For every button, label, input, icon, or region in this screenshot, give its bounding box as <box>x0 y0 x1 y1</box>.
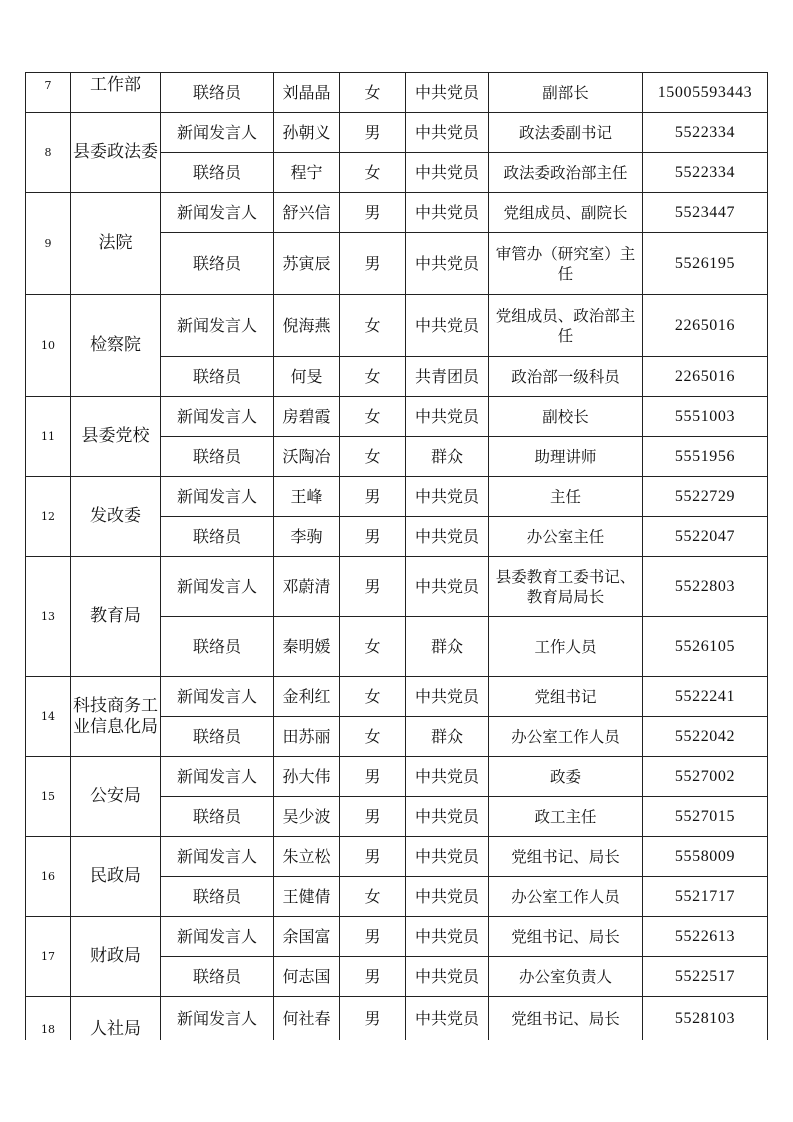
name-cell: 沃陶冶 <box>274 437 340 477</box>
name-cell: 金利红 <box>274 677 340 717</box>
organization-text: 法院 <box>98 233 133 253</box>
gender-cell: 女 <box>340 397 406 437</box>
phone-cell: 5522613 <box>643 917 768 957</box>
politics-cell: 中共党员 <box>406 877 489 917</box>
table-row <box>26 837 768 877</box>
gender-cell: 女 <box>340 295 406 357</box>
organization-name <box>71 113 161 193</box>
organization-name <box>71 397 161 477</box>
row-number-text: 11 <box>41 429 55 443</box>
role-cell: 新闻发言人 <box>161 193 274 233</box>
role-cell: 联络员 <box>161 517 274 557</box>
name-cell: 苏寅辰 <box>274 233 340 295</box>
organization-text: 县委党校 <box>81 426 150 446</box>
table-row <box>26 997 768 1041</box>
politics-cell: 中共党员 <box>406 797 489 837</box>
position-cell: 党组书记、局长 <box>489 917 643 957</box>
role-cell: 联络员 <box>161 717 274 757</box>
row-number-text: 13 <box>41 609 55 623</box>
role-cell: 联络员 <box>161 797 274 837</box>
gender-cell: 女 <box>340 717 406 757</box>
row-number <box>26 677 71 757</box>
role-cell: 新闻发言人 <box>161 677 274 717</box>
position-cell: 政法委政治部主任 <box>489 153 643 193</box>
gender-cell: 女 <box>340 437 406 477</box>
politics-cell: 共青团员 <box>406 357 489 397</box>
position-cell: 主任 <box>489 477 643 517</box>
table-row <box>26 73 768 113</box>
organization-name <box>71 477 161 557</box>
name-cell: 刘晶晶 <box>274 73 340 113</box>
name-cell: 孙大伟 <box>274 757 340 797</box>
politics-cell: 中共党员 <box>406 997 489 1041</box>
organization-text: 检察院 <box>90 335 141 355</box>
spokesperson-table <box>25 72 768 1040</box>
phone-cell: 5522729 <box>643 477 768 517</box>
position-cell: 办公室工作人员 <box>489 717 643 757</box>
role-cell: 新闻发言人 <box>161 477 274 517</box>
organization-name <box>71 997 161 1041</box>
organization-text: 发改委 <box>90 506 141 526</box>
organization-name <box>71 837 161 917</box>
organization-name <box>71 757 161 837</box>
politics-cell: 中共党员 <box>406 295 489 357</box>
gender-cell: 女 <box>340 877 406 917</box>
phone-cell: 5522517 <box>643 957 768 997</box>
name-cell: 何旻 <box>274 357 340 397</box>
phone-cell: 5527002 <box>643 757 768 797</box>
position-cell: 党组成员、副院长 <box>489 193 643 233</box>
position-cell: 办公室主任 <box>489 517 643 557</box>
table-row <box>26 193 768 233</box>
row-number-text: 16 <box>41 869 55 883</box>
position-cell: 工作人员 <box>489 617 643 677</box>
role-cell: 新闻发言人 <box>161 113 274 153</box>
politics-cell: 群众 <box>406 717 489 757</box>
organization-name <box>71 73 161 113</box>
role-cell: 新闻发言人 <box>161 295 274 357</box>
row-number <box>26 477 71 557</box>
role-cell: 新闻发言人 <box>161 757 274 797</box>
phone-cell: 5526105 <box>643 617 768 677</box>
phone-cell: 2265016 <box>643 357 768 397</box>
politics-cell: 中共党员 <box>406 477 489 517</box>
phone-cell: 5522334 <box>643 153 768 193</box>
organization-text: 县委政法委 <box>73 142 158 162</box>
row-number <box>26 295 71 397</box>
name-cell: 田苏丽 <box>274 717 340 757</box>
politics-cell: 中共党员 <box>406 397 489 437</box>
politics-cell: 中共党员 <box>406 677 489 717</box>
phone-cell: 5522047 <box>643 517 768 557</box>
phone-cell: 5523447 <box>643 193 768 233</box>
politics-cell: 中共党员 <box>406 153 489 193</box>
table-row <box>26 557 768 617</box>
name-cell: 李驹 <box>274 517 340 557</box>
name-cell: 王健倩 <box>274 877 340 917</box>
row-number <box>26 73 71 113</box>
position-cell: 政委 <box>489 757 643 797</box>
position-cell: 党组书记、局长 <box>489 837 643 877</box>
phone-cell: 5522241 <box>643 677 768 717</box>
position-cell: 政工主任 <box>489 797 643 837</box>
position-cell: 党组成员、政治部主任 <box>489 295 643 357</box>
row-number-text: 9 <box>44 236 52 250</box>
politics-cell: 群众 <box>406 437 489 477</box>
role-cell: 联络员 <box>161 437 274 477</box>
role-cell: 联络员 <box>161 153 274 193</box>
name-cell: 孙朝义 <box>274 113 340 153</box>
politics-cell: 中共党员 <box>406 917 489 957</box>
position-cell: 副校长 <box>489 397 643 437</box>
role-cell: 联络员 <box>161 233 274 295</box>
phone-cell: 5526195 <box>643 233 768 295</box>
gender-cell: 男 <box>340 233 406 295</box>
organization-text: 民政局 <box>90 866 141 886</box>
gender-cell: 女 <box>340 357 406 397</box>
gender-cell: 男 <box>340 997 406 1041</box>
politics-cell: 中共党员 <box>406 113 489 153</box>
name-cell: 邓蔚清 <box>274 557 340 617</box>
politics-cell: 中共党员 <box>406 557 489 617</box>
phone-cell: 5527015 <box>643 797 768 837</box>
table-row <box>26 757 768 797</box>
organization-text: 财政局 <box>90 946 141 966</box>
politics-cell: 中共党员 <box>406 757 489 797</box>
gender-cell: 男 <box>340 193 406 233</box>
politics-cell: 中共党员 <box>406 233 489 295</box>
row-number-text: 10 <box>41 338 55 352</box>
gender-cell: 女 <box>340 73 406 113</box>
row-number-text: 15 <box>41 789 55 803</box>
table-body <box>26 73 768 1041</box>
organization-name <box>71 193 161 295</box>
gender-cell: 男 <box>340 517 406 557</box>
organization-text: 科技商务工业信息化局 <box>73 695 158 737</box>
table-row <box>26 477 768 517</box>
position-cell: 政法委副书记 <box>489 113 643 153</box>
row-number <box>26 997 71 1041</box>
gender-cell: 男 <box>340 757 406 797</box>
role-cell: 联络员 <box>161 73 274 113</box>
gender-cell: 女 <box>340 677 406 717</box>
name-cell: 倪海燕 <box>274 295 340 357</box>
role-cell: 新闻发言人 <box>161 397 274 437</box>
role-cell: 新闻发言人 <box>161 917 274 957</box>
organization-text: 公安局 <box>90 786 141 806</box>
table-row <box>26 917 768 957</box>
role-cell: 新闻发言人 <box>161 837 274 877</box>
position-cell: 县委教育工委书记、教育局局长 <box>489 557 643 617</box>
table-row <box>26 397 768 437</box>
organization-text: 教育局 <box>90 606 141 626</box>
phone-cell: 5551956 <box>643 437 768 477</box>
row-number <box>26 557 71 677</box>
politics-cell: 中共党员 <box>406 957 489 997</box>
role-cell: 新闻发言人 <box>161 557 274 617</box>
position-cell: 党组书记 <box>489 677 643 717</box>
role-cell: 联络员 <box>161 617 274 677</box>
row-number-text: 17 <box>41 949 55 963</box>
phone-cell: 5558009 <box>643 837 768 877</box>
organization-text: 人社局 <box>90 1019 141 1039</box>
row-number <box>26 757 71 837</box>
phone-cell: 15005593443 <box>643 73 768 113</box>
phone-cell: 5522803 <box>643 557 768 617</box>
row-number <box>26 113 71 193</box>
position-cell: 政治部一级科员 <box>489 357 643 397</box>
phone-cell: 5521717 <box>643 877 768 917</box>
politics-cell: 中共党员 <box>406 193 489 233</box>
row-number <box>26 917 71 997</box>
row-number-text: 18 <box>41 1022 55 1036</box>
row-number-text: 12 <box>41 509 55 523</box>
name-cell: 何社春 <box>274 997 340 1041</box>
phone-cell: 5522334 <box>643 113 768 153</box>
gender-cell: 男 <box>340 797 406 837</box>
phone-cell: 5551003 <box>643 397 768 437</box>
name-cell: 何志国 <box>274 957 340 997</box>
row-number <box>26 837 71 917</box>
position-cell: 副部长 <box>489 73 643 113</box>
phone-cell: 2265016 <box>643 295 768 357</box>
politics-cell: 中共党员 <box>406 517 489 557</box>
role-cell: 联络员 <box>161 957 274 997</box>
gender-cell: 男 <box>340 477 406 517</box>
organization-name <box>71 917 161 997</box>
organization-name <box>71 295 161 397</box>
gender-cell: 男 <box>340 837 406 877</box>
table-row <box>26 677 768 717</box>
position-cell: 办公室工作人员 <box>489 877 643 917</box>
gender-cell: 男 <box>340 113 406 153</box>
name-cell: 朱立松 <box>274 837 340 877</box>
row-number <box>26 193 71 295</box>
name-cell: 舒兴信 <box>274 193 340 233</box>
position-cell: 审管办（研究室）主任 <box>489 233 643 295</box>
organization-name <box>71 677 161 757</box>
name-cell: 程宁 <box>274 153 340 193</box>
gender-cell: 女 <box>340 153 406 193</box>
gender-cell: 男 <box>340 557 406 617</box>
position-cell: 办公室负责人 <box>489 957 643 997</box>
table-row <box>26 113 768 153</box>
politics-cell: 群众 <box>406 617 489 677</box>
row-number-text: 14 <box>41 709 55 723</box>
row-number-text: 7 <box>44 78 52 92</box>
phone-cell: 5528103 <box>643 997 768 1041</box>
role-cell: 新闻发言人 <box>161 997 274 1041</box>
name-cell: 余国富 <box>274 917 340 957</box>
gender-cell: 女 <box>340 617 406 677</box>
organization-name <box>71 557 161 677</box>
gender-cell: 男 <box>340 957 406 997</box>
name-cell: 王峰 <box>274 477 340 517</box>
row-number <box>26 397 71 477</box>
name-cell: 房碧霞 <box>274 397 340 437</box>
politics-cell: 中共党员 <box>406 837 489 877</box>
role-cell: 联络员 <box>161 357 274 397</box>
phone-cell: 5522042 <box>643 717 768 757</box>
name-cell: 吴少波 <box>274 797 340 837</box>
row-number-text: 8 <box>44 145 52 159</box>
organization-text: 工作部 <box>90 75 141 95</box>
gender-cell: 男 <box>340 917 406 957</box>
name-cell: 秦明媛 <box>274 617 340 677</box>
table-row <box>26 295 768 357</box>
politics-cell: 中共党员 <box>406 73 489 113</box>
position-cell: 党组书记、局长 <box>489 997 643 1041</box>
role-cell: 联络员 <box>161 877 274 917</box>
position-cell: 助理讲师 <box>489 437 643 477</box>
